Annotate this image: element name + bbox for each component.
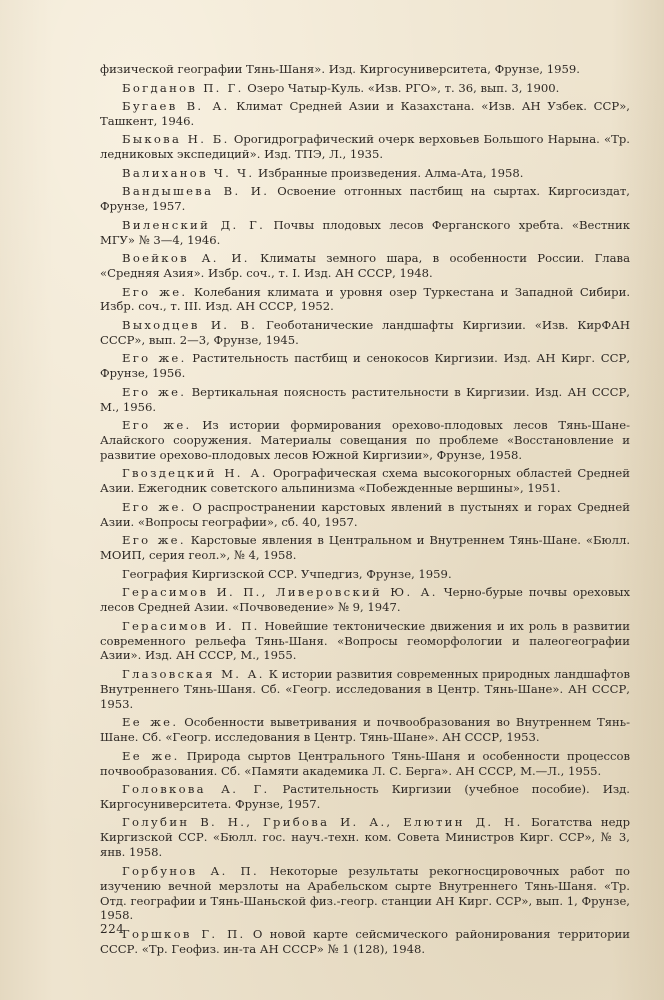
entry-text: Орогидрографический очерк верховьев Большого Нарына. «Тр. ледниковых экспедиций». Изд. ТПЭ, Л., 1935. bbox=[100, 132, 630, 162]
entry-text: Почвы плодовых лесов Ферганского хребта. «Вестник МГУ» № 3—4, 1946. bbox=[100, 217, 630, 247]
bibliography-entry bbox=[100, 285, 630, 315]
entry-author: Глазовская М. А. bbox=[122, 666, 265, 681]
bibliography-entry bbox=[100, 184, 630, 214]
entry-author: Ее же. bbox=[122, 715, 179, 730]
bibliography-list bbox=[100, 62, 630, 960]
entry-author: Валиханов Ч. Ч. bbox=[122, 165, 255, 180]
bibliography-entry bbox=[100, 466, 630, 496]
entry-author: Его же. bbox=[122, 351, 187, 366]
entry-text: Особенности выветривания и почвообразования во Внутреннем Тянь-Шане. Сб. «Геогр. исследования в Центр. Тянь-Шане». АН СССР, 1953. bbox=[100, 715, 630, 745]
bibliography-entry bbox=[100, 782, 630, 812]
entry-author: Ее же. bbox=[122, 748, 180, 763]
entry-text: Колебания климата и уровня озер Туркестана и Западной Сибири. Избр. соч., т. III. Изд. АН СССР, 1952. bbox=[100, 284, 630, 314]
entry-text: Некоторые результаты рекогносцировочных работ по изучению вечной мерзлоты на Арабельском сырте Внутреннего Тянь-Шаня. «Тр. Отд. географии и Тянь-Шаньской физ.-геогр. станции АН Кирг. ССР», вып. 1, Фрунзе, 1958. bbox=[100, 863, 630, 923]
entry-author: Голубин В. Н., Грибова И. А., Елютин Д. Н. bbox=[122, 815, 523, 830]
entry-author: Вандышева В. И. bbox=[122, 184, 270, 199]
bibliography-entry bbox=[100, 418, 630, 463]
entry-text: География Киргизской ССР. Учпедгиз, Фрунзе, 1959. bbox=[122, 566, 452, 581]
entry-text: Карстовые явления в Центральном и Внутреннем Тянь-Шане. «Бюлл. МОИП, серия геол.», № 4, 1958. bbox=[100, 533, 631, 563]
entry-text: Вертикальная поясность растительности в Киргизии. Изд. АН СССР, М., 1956. bbox=[100, 384, 630, 414]
bibliography-entry bbox=[100, 815, 630, 860]
entry-text: Растительность пастбищ и сенокосов Киргизии. Изд. АН Кирг. ССР, Фрунзе, 1956. bbox=[100, 351, 630, 381]
entry-text: Черно-бурые почвы ореховых лесов Средней Азии. «Почвоведение» № 9, 1947. bbox=[100, 585, 630, 615]
entry-author: Выходцев И. В. bbox=[122, 317, 258, 332]
entry-author: Его же. bbox=[122, 384, 187, 399]
entry-author: Его же. bbox=[122, 418, 192, 433]
bibliography-entry bbox=[100, 351, 630, 381]
entry-text: Избранные произведения. Алма-Ата, 1958. bbox=[254, 165, 524, 180]
page-number: 224 bbox=[100, 922, 125, 936]
bibliography-entry bbox=[100, 318, 630, 348]
entry-text: Природа сыртов Центрального Тянь-Шаня и особенности процессов почвообразования. Сб. «Памяти академика Л. С. Берга». АН СССР, М.—Л., 1955. bbox=[100, 748, 630, 778]
entry-author: Головкова А. Г. bbox=[122, 782, 270, 797]
entry-author: Воейков А. И. bbox=[122, 251, 250, 266]
entry-text: Растительность Киргизии (учебное пособие). Изд. Киргосуниверситета. Фрунзе, 1957. bbox=[100, 782, 630, 811]
entry-author: Герасимов И. П., Ливеровский Ю. А. bbox=[122, 585, 438, 600]
entry-text: Озеро Чатыр-Куль. «Изв. РГО», т. 36, вып. 3, 1900. bbox=[243, 80, 560, 95]
bibliography-entry bbox=[100, 533, 630, 563]
entry-text: Геоботанические ландшафты Киргизии. «Изв. КирФАН СССР», вып. 2—3, Фрунзе, 1945. bbox=[100, 317, 630, 347]
entry-author: Бугаев В. А. bbox=[122, 99, 230, 113]
bibliography-entry bbox=[100, 927, 630, 957]
bibliography-entry bbox=[100, 218, 630, 248]
entry-text: Из истории формирования орехово-плодовых лесов Тянь-Шане-Алайского сооружения. Материалы совещания по проблеме «Восстановление и развитие орехово-плодовых лесов Южной Киргизии», Фрунзе, 1958. bbox=[100, 418, 631, 462]
bibliography-entry bbox=[100, 500, 630, 530]
entry-text: К истории развития современных природных ландшафтов Внутреннего Тянь-Шаня. Сб. «Геогр. исследования в Центр. Тянь-Шане». АН СССР, 1953. bbox=[100, 666, 630, 711]
entry-author: Виленский Д. Г. bbox=[122, 217, 266, 232]
entry-text: Климат Средней Азии и Казахстана. «Изв. АН Узбек. ССР», Ташкент, 1946. bbox=[100, 99, 630, 128]
entry-text: Новейшие тектонические движения и их роль в развитии современного рельефа Тянь-Шаня. «Вопросы геоморфологии и палеогеографии Азии». Изд. АН СССР, М., 1955. bbox=[100, 618, 630, 663]
bibliography-entry bbox=[100, 567, 630, 582]
entry-author: Его же. bbox=[122, 284, 188, 299]
entry-author: Герасимов И. П. bbox=[122, 618, 260, 633]
bibliography-entry bbox=[100, 132, 630, 162]
entry-text: О новой карте сейсмического районирования территории СССР. «Тр. Геофиз. ин-та АН СССР» № 1 (128), 1948. bbox=[100, 926, 630, 956]
entry-author: Гвоздецкий Н. А. bbox=[122, 466, 268, 481]
entry-text: Освоение отгонных пастбищ на сыртах. Киргосиздат, Фрунзе, 1957. bbox=[100, 184, 630, 214]
bibliography-entry bbox=[100, 667, 630, 712]
entry-author: Горбунов А. П. bbox=[122, 863, 259, 878]
bibliography-entry bbox=[100, 864, 630, 924]
entry-text: физической географии Тянь-Шаня». Изд. Киргосуниверситета, Фрунзе, 1959. bbox=[100, 62, 580, 76]
bibliography-entry bbox=[100, 251, 630, 281]
entry-text: О распространении карстовых явлений в пустынях и горах Средней Азии. «Вопросы географии», сб. 40, 1957. bbox=[100, 499, 630, 529]
bibliography-entry bbox=[100, 166, 630, 181]
entry-author: Его же. bbox=[122, 533, 186, 548]
bibliography-entry bbox=[100, 62, 630, 77]
entry-author: Быкова Н. Б. bbox=[122, 132, 230, 147]
bibliography-entry bbox=[100, 585, 630, 615]
bibliography-entry bbox=[100, 81, 630, 96]
bibliography-entry bbox=[100, 749, 630, 779]
bibliography-entry bbox=[100, 619, 630, 664]
bibliography-entry bbox=[100, 385, 630, 415]
entry-text: Орографическая схема высокогорных областей Средней Азии. Ежегодник советского альпинизма «Побежденные вершины», 1951. bbox=[100, 466, 630, 496]
entry-text: Климаты земного шара, в особенности России. Глава «Средняя Азия». Избр. соч., т. I. Изд. АН СССР, 1948. bbox=[100, 251, 630, 281]
entry-author: Богданов П. Г. bbox=[122, 80, 244, 95]
entry-author: Его же. bbox=[122, 499, 187, 514]
entry-text: Богатства недр Киргизской ССР. «Бюлл. гос. науч.-техн. ком. Совета Министров Кирг. ССР», № 3, янв. 1958. bbox=[100, 815, 630, 860]
entry-author: Горшков Г. П. bbox=[122, 926, 246, 941]
bibliography-entry bbox=[100, 99, 630, 129]
bibliography-entry bbox=[100, 715, 630, 745]
